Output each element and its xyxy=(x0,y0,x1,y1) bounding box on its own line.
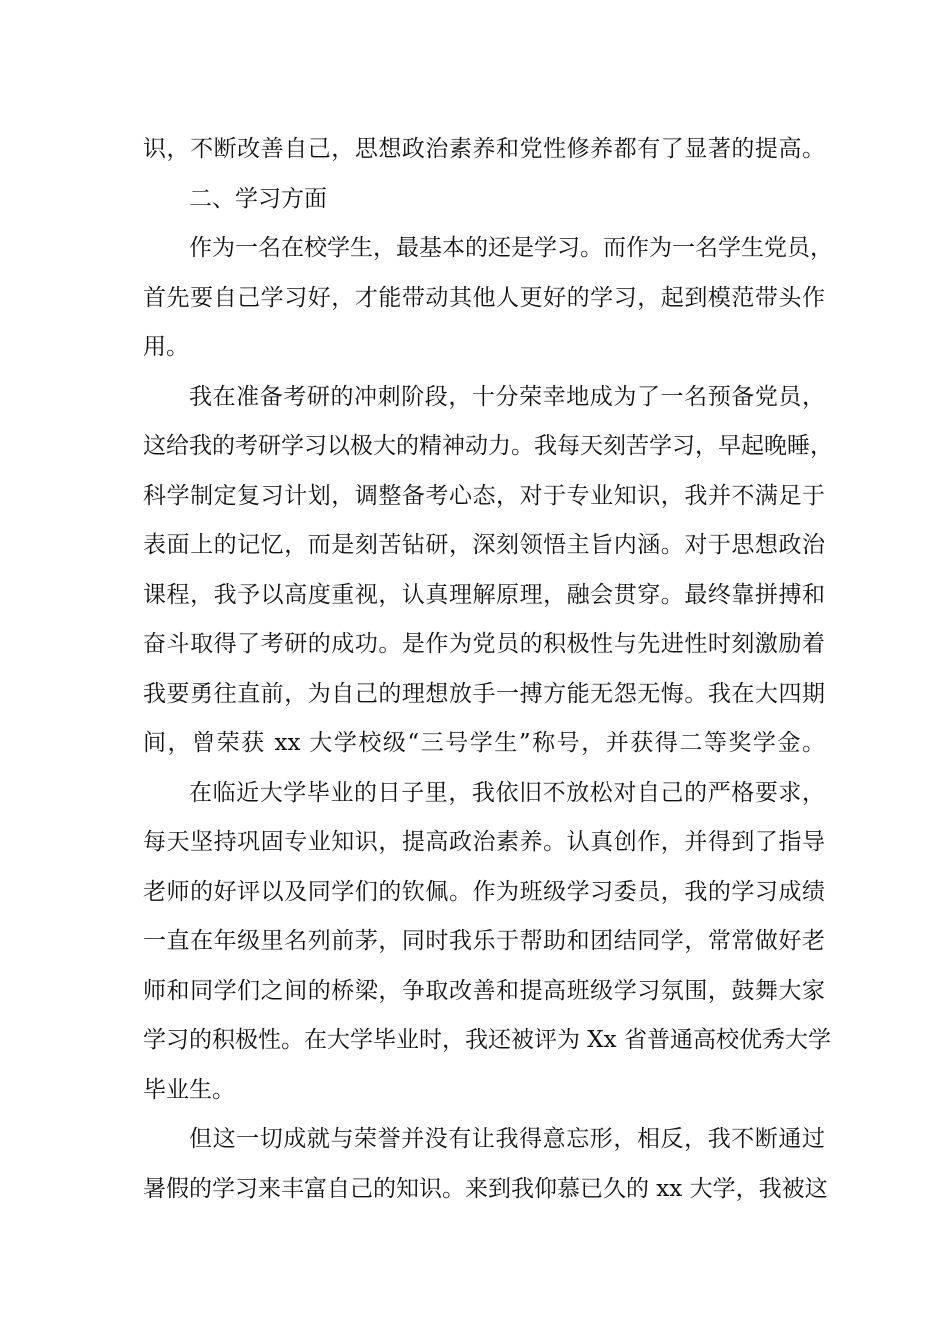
text-line: 老师的好评以及同学们的钦佩。作为班级学习委员，我的学习成绩 xyxy=(143,878,825,905)
text-line: 作为一名在校学生，最基本的还是学习。而作为一名学生党员， xyxy=(189,235,833,261)
text-line: 奋斗取得了考研的成功。是作为党员的积极性与先进性时刻激励着 xyxy=(143,631,825,657)
section-heading: 二、学习方面 xyxy=(189,185,327,212)
text-line: 课程，我予以高度重视，认真理解原理，融会贯穿。最终靠拼搏和 xyxy=(143,581,825,608)
text-line: 但这一切成就与荣誉并没有让我得意忘形，相反，我不断通过 xyxy=(189,1126,825,1152)
document-body xyxy=(143,125,833,1214)
text-line: 毕业生。 xyxy=(143,1076,235,1103)
text-line: 识，不断改善自己，思想政治素养和党性修养都有了显著的提高。 xyxy=(143,136,825,162)
text-line: 每天坚持巩固专业知识，提高政治素养。认真创作，并得到了指导 xyxy=(143,829,825,855)
text-line: 暑假的学习来丰富自己的知识。来到我仰慕已久的 xx 大学，我被这 xyxy=(143,1175,828,1202)
text-line: 用。 xyxy=(143,334,189,360)
text-line: 师和同学们之间的桥梁，争取改善和提高班级学习氛围，鼓舞大家 xyxy=(143,977,825,1004)
text-line: 学习的积极性。在大学毕业时，我还被评为 Xx 省普通高校优秀大学 xyxy=(143,1027,831,1053)
text-line: 这给我的考研学习以极大的精神动力。我每天刻苦学习，早起晚睡， xyxy=(143,433,833,459)
text-line: 间，曾荣获 xx 大学校级“三号学生”称号，并获得二等奖学金。 xyxy=(143,730,825,756)
text-line: 科学制定复习计划，调整备考心态，对于专业知识，我并不满足于 xyxy=(143,482,825,509)
text-line: 我在准备考研的冲刺阶段，十分荣幸地成为了一名预备党员， xyxy=(189,383,825,410)
text-line: 我要勇往直前，为自己的理想放手一搏方能无怨无悔。我在大四期 xyxy=(143,680,825,707)
text-line: 在临近大学毕业的日子里，我依旧不放松对自己的严格要求， xyxy=(189,779,825,806)
text-line: 一直在年级里名列前茅，同时我乐于帮助和团结同学，常常做好老 xyxy=(143,928,825,954)
text-line: 首先要自己学习好，才能带动其他人更好的学习，起到模范带头作 xyxy=(143,284,825,311)
text-line: 表面上的记忆，而是刻苦钻研，深刻领悟主旨内涵。对于思想政治 xyxy=(143,532,825,558)
